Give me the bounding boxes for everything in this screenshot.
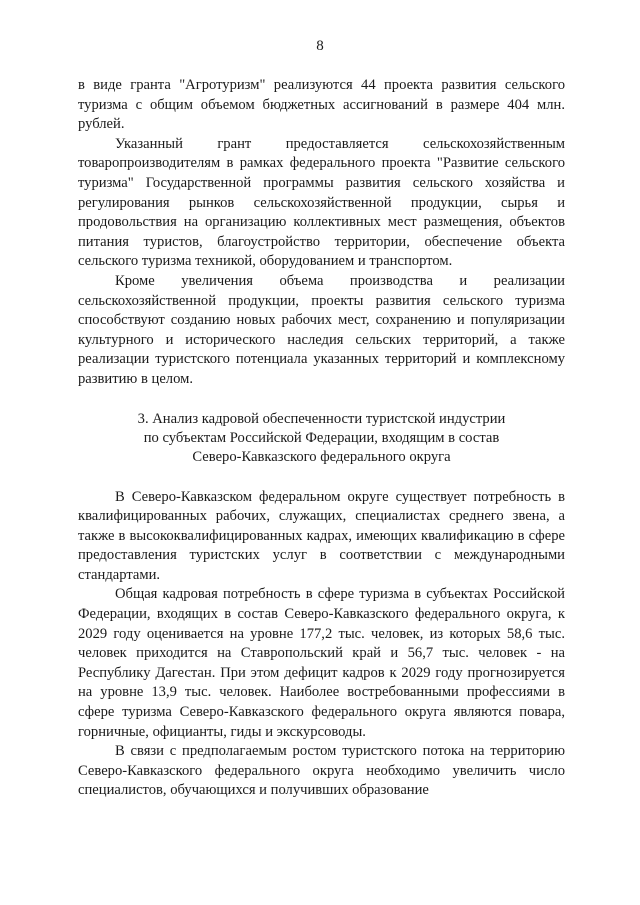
document-body xyxy=(78,76,565,801)
section-heading-line: 3. Анализ кадровой обеспеченности туристской индустрии xyxy=(137,410,506,427)
section-heading xyxy=(78,410,565,467)
paragraph-staff-forecast: Общая кадровая потребность в сфере туризма в субъектах Российской Федерации, входящих в состав Северо-Кавказского федерального округа, к 2029 году оценивается на уровне 177,2 тыс. человек, из которых 58,6 тыс. человек приходится на Ставропольский край и 56,7 тыс. человек - на Республику Дагестан. При этом дефицит кадров к 2029 году прогнозируется на уровне 13,9 тыс. человек. Наиболее востребованными профессиями в сфере туризма Северо-Кавказского федерального округа являются повара, горничные, официанты, гиды и экскурсоводы. xyxy=(78,586,565,740)
paragraph-grant-projects: в виде гранта "Агротуризм" реализуются 44 проекта развития сельского туризма с общим объемом бюджетных ассигнований в размере 404 млн. рублей. xyxy=(78,77,565,133)
section-heading-line: Северо-Кавказского федерального округа xyxy=(192,448,451,465)
paragraph-staff-demand: В Северо-Кавказском федеральном округе существует потребность в квалифицированных рабочих, служащих, специалистах среднего звена, а также в высококвалифицированных кадрах, имеющих квалификацию в сфере предоставления туристских услуг в соответствии с международными стандартами. xyxy=(78,488,565,583)
paragraph-grant-purpose: Указанный грант предоставляется сельскохозяйственным товаропроизводителям в рамках федерального проекта "Развитие сельского туризма" Государственной программы развития сельского хозяйства и регулирования рынков сельскохозяйственной продукции, сырья и продовольствия на организацию коллективных мест размещения, объектов питания туристов, благоустройство территории, обеспечение объекта сельского туризма техникой, оборудованием и транспортом. xyxy=(78,135,565,270)
section-heading-line: по субъектам Российской Федерации, входящим в состав xyxy=(143,429,500,446)
paragraph-rural-tourism-benefits: Кроме увеличения объема производства и реализации сельскохозяйственной продукции, проекты развития сельского туризма способствуют созданию новых рабочих мест, сохранению и популяризации культурного и исторического наследия сельских территорий, а также реализации туристского потенциала указанных территорий и комплексному развитию в целом. xyxy=(78,272,565,387)
page-number: 8 xyxy=(316,38,324,54)
paragraph-specialists-growth: В связи с предполагаемым ростом туристского потока на территорию Северо-Кавказского федерального округа необходимо увеличить число специалистов, обучающихся и получивших образование xyxy=(78,743,565,799)
